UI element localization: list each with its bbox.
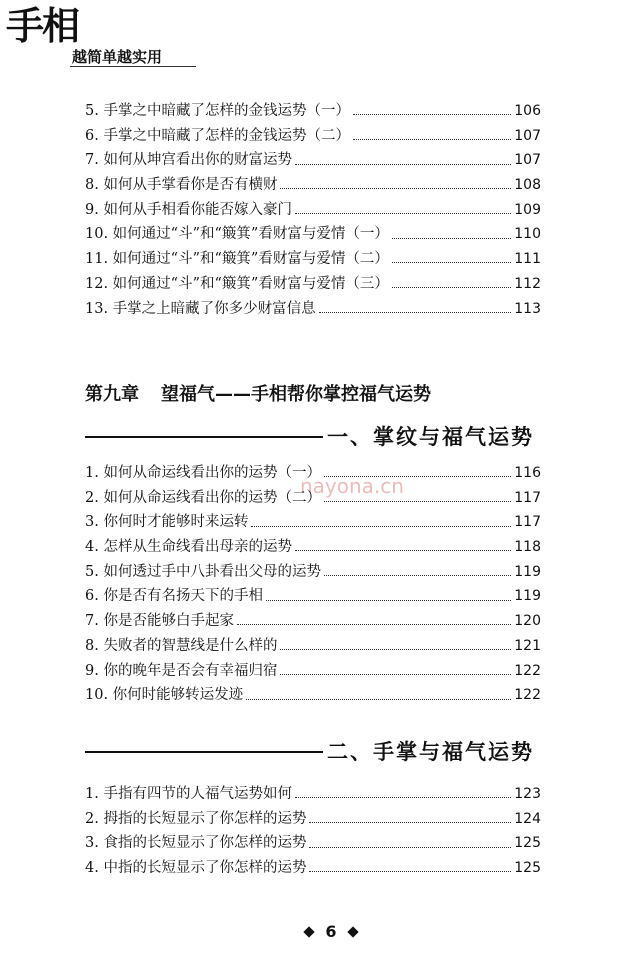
toc-section-palm	[85, 782, 541, 881]
toc-entry-title: 1. 手指有四节的人福气运势如何	[85, 786, 292, 802]
toc-entry-page: 117	[514, 489, 541, 506]
toc-leader-dots	[309, 813, 511, 823]
toc-leader-dots	[309, 838, 511, 848]
toc-entry[interactable]	[85, 634, 541, 659]
toc-entry[interactable]	[85, 173, 541, 198]
toc-entry[interactable]	[85, 461, 541, 486]
toc-entry-title: 4. 中指的长短显示了你怎样的运势	[85, 860, 307, 877]
toc-entry-page: 125	[514, 835, 541, 852]
toc-section-wealth	[85, 99, 541, 321]
toc-entry-title: 5. 手掌之中暗藏了怎样的金钱运势（一）	[85, 103, 350, 119]
watermark: nayona.cn	[300, 474, 404, 498]
toc-entry-page: 111	[514, 251, 541, 268]
toc-entry-title: 5. 如何透过手中八卦看出父母的运势	[85, 563, 321, 580]
toc-entry-page: 107	[514, 127, 541, 144]
page-number-text: 6	[325, 922, 337, 941]
toc-entry[interactable]	[85, 609, 541, 634]
toc-entry-page: 107	[514, 152, 541, 169]
toc-entry-page: 122	[514, 687, 541, 704]
page-footer	[0, 905, 640, 965]
toc-section-palm-lines	[85, 461, 541, 708]
book-logo: 手相	[6, 4, 79, 48]
toc-entry[interactable]	[85, 486, 541, 511]
toc-entry[interactable]	[85, 659, 541, 684]
toc-entry-title: 8. 如何从手掌看你是否有横财	[85, 177, 278, 194]
toc-entry-page: 106	[514, 103, 541, 119]
toc-entry-title: 9. 你的晚年是否会有幸福归宿	[85, 662, 278, 679]
toc-entry-page: 117	[514, 514, 541, 531]
toc-entry-title: 9. 如何从手相看你能否嫁入豪门	[85, 201, 292, 218]
toc-leader-dots	[309, 862, 511, 872]
toc-leader-dots	[353, 130, 511, 140]
section-title: 一、掌纹与福气运势	[327, 424, 534, 449]
header-rule	[70, 66, 196, 67]
toc-entry-title: 10. 如何通过“斗”和“簸箕”看财富与爱情（一）	[85, 226, 389, 243]
toc-entry[interactable]	[85, 782, 541, 807]
toc-entry-page: 112	[514, 275, 541, 292]
toc-leader-dots	[353, 105, 511, 115]
section-heading-palm	[85, 736, 555, 766]
toc-leader-dots	[295, 541, 511, 551]
section-heading-palm-lines	[85, 421, 555, 451]
toc-entry-title: 11. 如何通过“斗”和“簸箕”看财富与爱情（二）	[85, 251, 389, 268]
page-header	[0, 0, 640, 80]
toc-leader-dots	[392, 229, 511, 239]
toc-entry[interactable]	[85, 683, 541, 708]
diamond-right-icon	[347, 926, 358, 937]
toc-entry[interactable]	[85, 297, 541, 322]
section-title: 二、手掌与福气运势	[327, 739, 534, 764]
toc-leader-dots	[251, 517, 511, 527]
toc-leader-dots	[392, 253, 511, 263]
toc-entry[interactable]	[85, 807, 541, 832]
toc-entry-title: 3. 你何时才能够时来运转	[85, 514, 249, 531]
toc-leader-dots	[280, 179, 511, 189]
toc-entry-page: 119	[514, 563, 541, 580]
toc-entry-page: 108	[514, 177, 541, 194]
toc-leader-dots	[295, 204, 511, 214]
toc-leader-dots	[246, 690, 511, 700]
toc-entry[interactable]	[85, 831, 541, 856]
toc-entry-page: 121	[514, 637, 541, 654]
toc-entry[interactable]	[85, 198, 541, 223]
toc-leader-dots	[237, 615, 511, 625]
toc-leader-dots	[319, 303, 512, 313]
toc-entry-title: 6. 你是否有名扬天下的手相	[85, 588, 263, 605]
toc-entry-title: 8. 失败者的智慧线是什么样的	[85, 637, 278, 654]
section-rule	[85, 436, 323, 438]
toc-entry-title: 12. 如何通过“斗”和“簸箕”看财富与爱情（三）	[85, 275, 389, 292]
toc-leader-dots	[295, 155, 511, 165]
toc-entry-title: 13. 手掌之上暗藏了你多少财富信息	[85, 300, 316, 317]
diamond-left-icon	[304, 926, 315, 937]
toc-entry[interactable]	[85, 247, 541, 272]
toc-leader-dots	[324, 467, 511, 477]
toc-entry-page: 109	[514, 201, 541, 218]
toc-entry-page: 123	[514, 786, 541, 802]
toc-entry-title: 4. 怎样从生命线看出母亲的运势	[85, 539, 292, 556]
toc-entry-title: 1. 如何从命运线看出你的运势（一）	[85, 465, 321, 481]
toc-entry-title: 10. 你何时能够转运发迹	[85, 687, 244, 704]
toc-entry-title: 6. 手掌之中暗藏了怎样的金钱运势（二）	[85, 127, 350, 144]
section-rule	[85, 751, 323, 753]
toc-entry[interactable]	[85, 560, 541, 585]
page-number	[286, 922, 376, 941]
toc-entry-page: 122	[514, 662, 541, 679]
toc-entry[interactable]	[85, 584, 541, 609]
toc-entry-page: 116	[514, 465, 541, 481]
toc-entry-title: 2. 拇指的长短显示了你怎样的运势	[85, 810, 307, 827]
toc-entry-page: 120	[514, 613, 541, 630]
toc-entry-page: 110	[514, 226, 541, 243]
toc-entry-page: 113	[514, 300, 541, 317]
chapter-number: 第九章	[85, 384, 139, 405]
toc-leader-dots	[324, 566, 511, 576]
toc-entry[interactable]	[85, 856, 541, 881]
toc-leader-dots	[392, 278, 511, 288]
chapter-heading	[85, 380, 431, 406]
toc-entry-title: 7. 你是否能够白手起家	[85, 613, 234, 630]
toc-entry[interactable]	[85, 272, 541, 297]
book-subtitle: 越简单越实用	[72, 48, 163, 66]
toc-entry[interactable]	[85, 148, 541, 173]
toc-entry-page: 125	[514, 860, 541, 877]
toc-entry[interactable]	[85, 222, 541, 247]
toc-entry-page: 119	[514, 588, 541, 605]
toc-entry[interactable]	[85, 124, 541, 149]
toc-entry-page: 118	[514, 539, 541, 556]
toc-leader-dots	[266, 591, 511, 601]
toc-entry[interactable]	[85, 510, 541, 535]
toc-entry[interactable]	[85, 99, 541, 124]
toc-leader-dots	[295, 788, 511, 798]
toc-entry-page: 124	[514, 810, 541, 827]
toc-leader-dots	[324, 492, 511, 502]
toc-entry[interactable]	[85, 535, 541, 560]
chapter-title: 望福气——手相帮你掌控福气运势	[161, 384, 431, 405]
toc-entry-title: 3. 食指的长短显示了你怎样的运势	[85, 835, 307, 852]
toc-entry-title: 2. 如何从命运线看出你的运势（二）	[85, 489, 321, 506]
toc-leader-dots	[280, 665, 511, 675]
toc-leader-dots	[280, 640, 511, 650]
toc-entry-title: 7. 如何从坤宫看出你的财富运势	[85, 152, 292, 169]
